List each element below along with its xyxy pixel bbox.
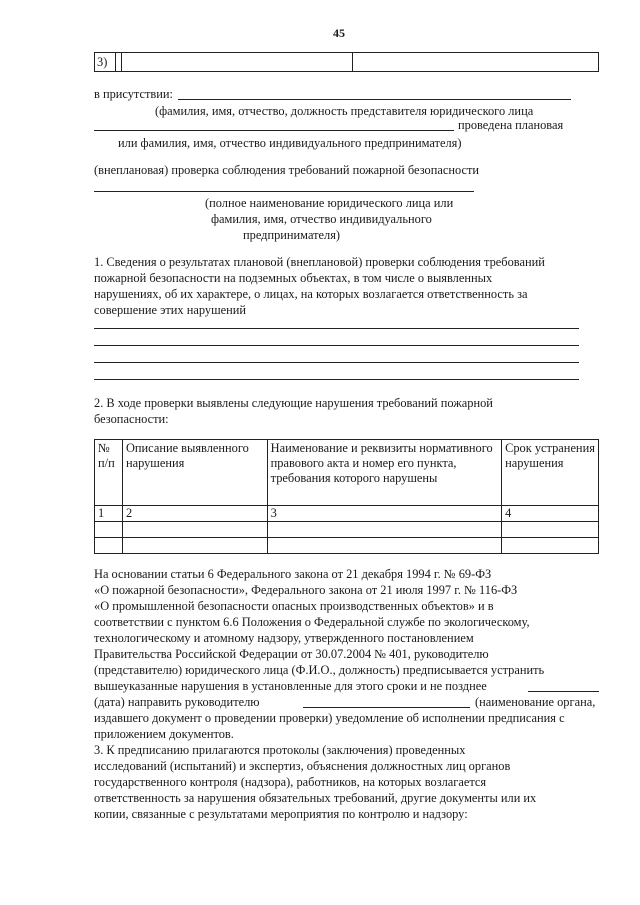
- cell-empty: [95, 522, 123, 538]
- cell-empty: [122, 538, 267, 554]
- representative-blank-line: [94, 130, 454, 131]
- representative-hint: (фамилия, имя, отчество, должность представителя юридического лица: [155, 104, 534, 118]
- para-line-5: технологическому и атомному надзору, утвержденного постановлением: [94, 631, 474, 645]
- section1-blank-line-1: [94, 328, 579, 329]
- entity-name-hint-2: фамилия, имя, отчество индивидуального: [211, 212, 432, 226]
- entrepreneur-hint: или фамилия, имя, отчество индивидуального предпринимателя): [118, 136, 462, 150]
- header-requirement: Наименование и реквизиты нормативного правового акта и номер его пункта, требования которого нарушены: [267, 440, 501, 506]
- section1-blank-line-2: [94, 345, 579, 346]
- para-line-10: издавшего документ о проведении проверки) уведомление об исполнении предписания с: [94, 711, 565, 725]
- para-line-6: Правительства Российской Федерации от 30.07.2004 № 401, руководителю: [94, 647, 489, 661]
- top-box-divider-2: [352, 52, 353, 72]
- header-deadline: Срок устранения нарушения: [502, 440, 599, 506]
- item3-line-3: государственного контроля (надзора), работников, на которых возлагается: [94, 775, 487, 789]
- unplanned-check-text: (внеплановая) проверка соблюдения требований пожарной безопасности: [94, 163, 480, 177]
- violations-table: [94, 439, 599, 554]
- section2-line-2: безопасности:: [94, 412, 169, 426]
- para-line-8: вышеуказанные нарушения в установленные для этого сроки и не позднее: [94, 679, 487, 693]
- cell-col1: 1: [95, 506, 123, 522]
- para-line-3: «О промышленной безопасности опасных производственных объектов» и в: [94, 599, 494, 613]
- cell-col4: 4: [502, 506, 599, 522]
- cell-empty: [122, 522, 267, 538]
- top-box-label: 3): [97, 55, 108, 69]
- item3-line-4: ответственность за нарушения обязательных требований, другие документы или их: [94, 791, 537, 805]
- para-line-7: (представителю) юридического лица (Ф.И.О., должность) предписывается устранить: [94, 663, 545, 677]
- header-number: № п/п: [95, 440, 123, 506]
- item3-line-1: 3. К предписанию прилагаются протоколы (заключения) проведенных: [94, 743, 466, 757]
- conducted-planned-text: проведена плановая: [458, 118, 564, 132]
- section2-line-1: 2. В ходе проверки выявлены следующие нарушения требований пожарной: [94, 396, 493, 410]
- header-description: Описание выявленного нарушения: [122, 440, 267, 506]
- cell-empty: [267, 538, 501, 554]
- cell-col2: 2: [122, 506, 267, 522]
- item3-line-5: копии, связанные с результатами мероприятия по контролю и надзору:: [94, 807, 468, 821]
- presence-label: в присутствии:: [94, 87, 173, 101]
- table-row: [95, 506, 599, 522]
- cell-empty: [95, 538, 123, 554]
- section1-line-2: пожарной безопасности на подземных объектах, в том числе о выявленных: [94, 271, 493, 285]
- section1-blank-line-4: [94, 379, 579, 380]
- entity-name-hint-1: (полное наименование юридического лица или: [205, 196, 454, 210]
- table-row: [95, 538, 599, 554]
- para-line-4: соответствии с пунктом 6.6 Положения о Федеральной службе по экологическому,: [94, 615, 530, 629]
- top-box-divider-1: [121, 52, 122, 72]
- para-line-9b: (наименование органа,: [475, 695, 596, 709]
- cell-empty: [267, 522, 501, 538]
- section1-blank-line-3: [94, 362, 579, 363]
- manager-blank-line: [303, 707, 470, 708]
- section1-line-4: совершение этих нарушений: [94, 303, 247, 317]
- entity-name-hint-3: предпринимателя): [243, 228, 341, 242]
- entity-name-blank-line: [94, 191, 474, 192]
- deadline-blank-line: [528, 691, 599, 692]
- cell-empty: [502, 522, 599, 538]
- page-number: 45: [333, 26, 345, 40]
- cell-empty: [502, 538, 599, 554]
- section1-line-1: 1. Сведения о результатах плановой (внеплановой) проверки соблюдения требований: [94, 255, 545, 269]
- top-box-row: [94, 52, 599, 72]
- table-header-row: [95, 440, 599, 506]
- cell-col3: 3: [267, 506, 501, 522]
- section1-line-3: нарушениях, об их характере, о лицах, на которых возлагается ответственность за: [94, 287, 528, 301]
- para-line-1: На основании статьи 6 Федерального закона от 21 декабря 1994 г. № 69-ФЗ: [94, 567, 492, 581]
- presence-blank-line: [178, 99, 571, 100]
- para-line-9a: (дата) направить руководителю: [94, 695, 260, 709]
- table-row: [95, 522, 599, 538]
- para-line-11: приложением документов.: [94, 727, 234, 741]
- item3-line-2: исследований (испытаний) и экспертиз, объяснения должностных лиц органов: [94, 759, 511, 773]
- para-line-2: «О пожарной безопасности», Федерального закона от 21 июля 1997 г. № 116-ФЗ: [94, 583, 518, 597]
